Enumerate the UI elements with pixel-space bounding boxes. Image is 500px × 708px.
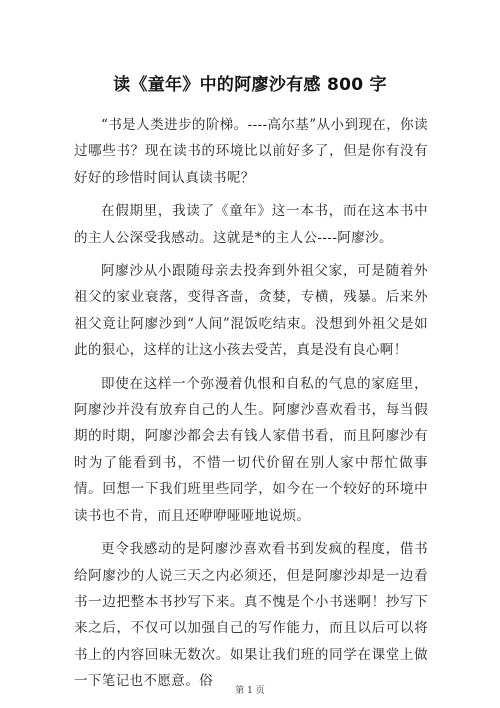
paragraph: 阿廖沙从小跟随母亲去投奔到外祖父家，可是随着外祖父的家业衰落，变得吝啬，贪婪，专横，残暴。后来外祖父竟让阿廖沙到“人间”混饭吃结束。没想到外祖父是如此的狠心，这样的让这小孩去受苦，真是没有良心啊！ xyxy=(74,263,428,359)
document-title: 读《童年》中的阿廖沙有感 800 字 xyxy=(113,75,387,95)
page-number: 第 1 页 xyxy=(235,686,265,696)
paragraph: “书是人类进步的阶梯。----高尔基”从小到现在，你读过哪些书？现在读书的环境比以前好多了，但是你有没有好好的珍惜时间认真读书呢？ xyxy=(74,117,428,186)
document-body xyxy=(74,112,428,695)
paragraph: 更令我感动的是阿廖沙喜欢看书到发疯的程度，借书给阿廖沙的人说三天之内必须还，但是阿廖沙却是一边看书一边把整本书抄写下来。真不愧是个小书迷啊！抄写下来之后，不仅可以加强自己的写作能力，而且以后可以将书上的内容回味无数次。如果让我们班的同学在课堂上做一下笔记也不愿意。俗 xyxy=(74,541,428,690)
paragraph: 即使在这样一个弥漫着仇恨和自私的气息的家庭里，阿廖沙并没有放弃自己的人生。阿廖沙喜欢看书，每当假期的时期，阿廖沙都会去有钱人家借书看，而且阿廖沙有时为了能看到书，不惜一切代价留在别人家中帮忙做事情。回想一下我们班里些同学，如今在一个较好的环境中读书也不肯，而且还咿咿哑哑地说烦。 xyxy=(74,375,428,524)
paragraph: 在假期里，我读了《童年》这一本书，而在这本书中的主人公深受我感动。这就是*的主人公----阿廖沙。 xyxy=(74,203,428,246)
